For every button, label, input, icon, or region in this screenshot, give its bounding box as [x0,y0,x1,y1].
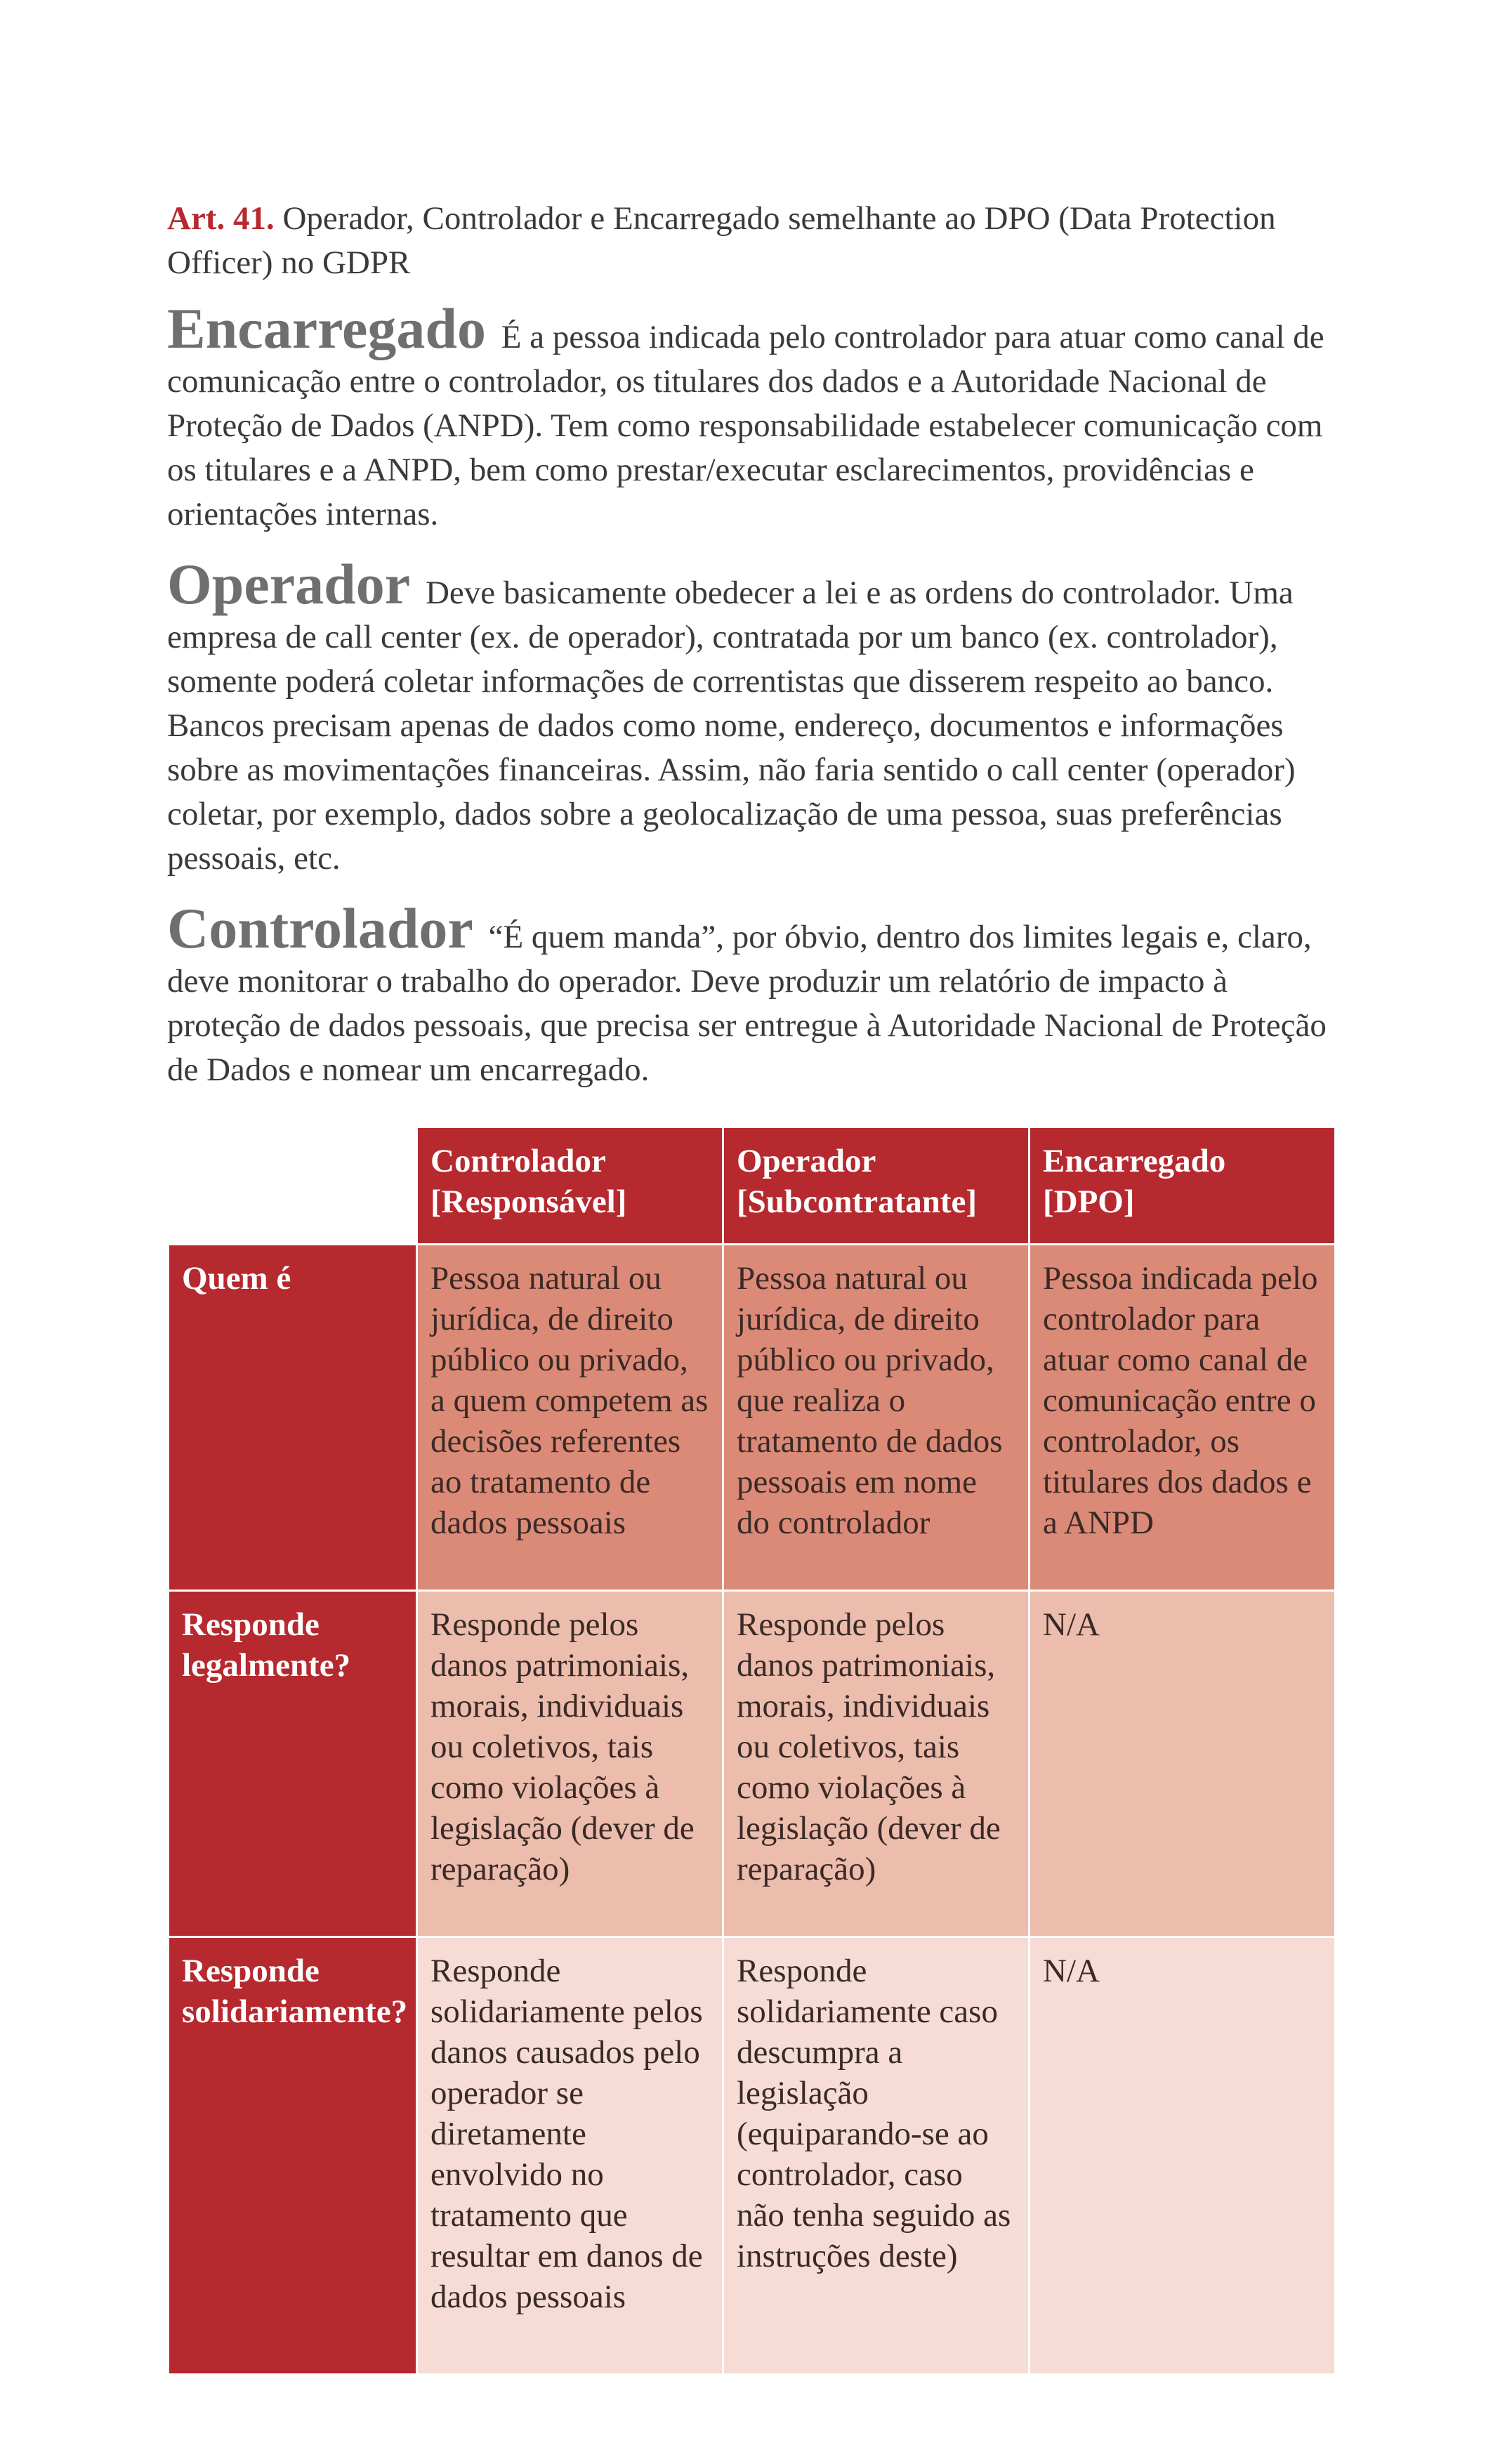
row-header: Quem é [169,1245,417,1591]
column-header-title: Controlador [430,1143,606,1179]
table-row [169,1591,1336,1937]
table-cell: Pessoa indicada pelo controlador para atuar como canal de comunicação entre o controlador, os titulares dos dados e a ANPD [1030,1245,1336,1591]
section-text: É a pessoa indicada pelo controlador para atuar como canal de comunicação entre o controlador, os titulares dos dados e a Autoridade Nacional de Proteção de Dados (ANPD). Tem como responsabilidade estabelecer comunicação com os titulares e a ANPD, bem como prestar/executar esclarecimentos, providências e orientações internas. [167,319,1324,532]
table-cell: N/A [1030,1591,1336,1937]
table-cell: Pessoa natural ou jurídica, de direito público ou privado, a quem competem as decisões referentes ao tratamento de dados pessoais [417,1245,723,1591]
table-header-row [169,1127,1336,1245]
term-heading: Operador [167,552,411,616]
column-header-title: Encarregado [1043,1143,1226,1179]
table-cell: Responde solidariamente caso descumpra a legislação (equiparando-se ao controlador, caso não tenha seguido as instruções deste) [723,1937,1030,2375]
table-cell: N/A [1030,1937,1336,2375]
table-row [169,1245,1336,1591]
row-header: Responde solidariamente? [169,1937,417,2375]
article-intro [167,197,1333,285]
column-header-encarregado [1030,1127,1336,1245]
article-description: Operador, Controlador e Encarregado semelhante ao DPO (Data Protection Officer) no GDPR [167,200,1276,281]
table-cell: Pessoa natural ou jurídica, de direito público ou privado, que realiza o tratamento de dados pessoais em nome do controlador [723,1245,1030,1591]
section-controlador [167,896,1333,1092]
table-cell: Responde pelos danos patrimoniais, morais, individuais ou coletivos, tais como violações à legislação (dever de reparação) [723,1591,1030,1937]
table-corner [169,1127,417,1245]
section-text: “É quem manda”, por óbvio, dentro dos limites legais e, claro, deve monitorar o trabalho do operador. Deve produzir um relatório de impacto à proteção de dados pessoais, que precisa ser entregue à Autoridade Nacional de Proteção de Dados e nomear um encarregado. [167,919,1327,1088]
column-header-subtitle: [Subcontratante] [737,1184,978,1220]
table-cell: Responde solidariamente pelos danos causados pelo operador se diretamente envolvido no tratamento que resultar em danos de dados pessoais [417,1937,723,2375]
table-row [169,1937,1336,2375]
term-heading: Controlador [167,896,473,960]
article-text [167,197,1333,1118]
section-encarregado [167,296,1333,537]
column-header-controlador [417,1127,723,1245]
section-text: Deve basicamente obedecer a lei e as ordens do controlador. Uma empresa de call center (ex. de operador), contratada por um banco (ex. controlador), somente poderá coletar informações de correntistas que disserem respeito ao banco. Bancos precisam apenas de dados como nome, endereço, documentos e informações sobre as movimentações financeiras. Assim, não faria sentido o call center (operador) coletar, por exemplo, dados sobre a geolocalização de uma pessoa, suas preferências pessoais, etc. [167,575,1296,877]
section-operador [167,552,1333,881]
column-header-title: Operador [737,1143,876,1179]
term-heading: Encarregado [167,296,487,360]
comparison-table [167,1126,1336,2375]
column-header-subtitle: [DPO] [1043,1184,1135,1220]
column-header-operador [723,1127,1030,1245]
table-cell: Responde pelos danos patrimoniais, morais, individuais ou coletivos, tais como violações à legislação (dever de reparação) [417,1591,723,1937]
row-header: Responde legalmente? [169,1591,417,1937]
article-label: Art. 41. [167,200,275,237]
column-header-subtitle: [Responsável] [430,1184,627,1220]
